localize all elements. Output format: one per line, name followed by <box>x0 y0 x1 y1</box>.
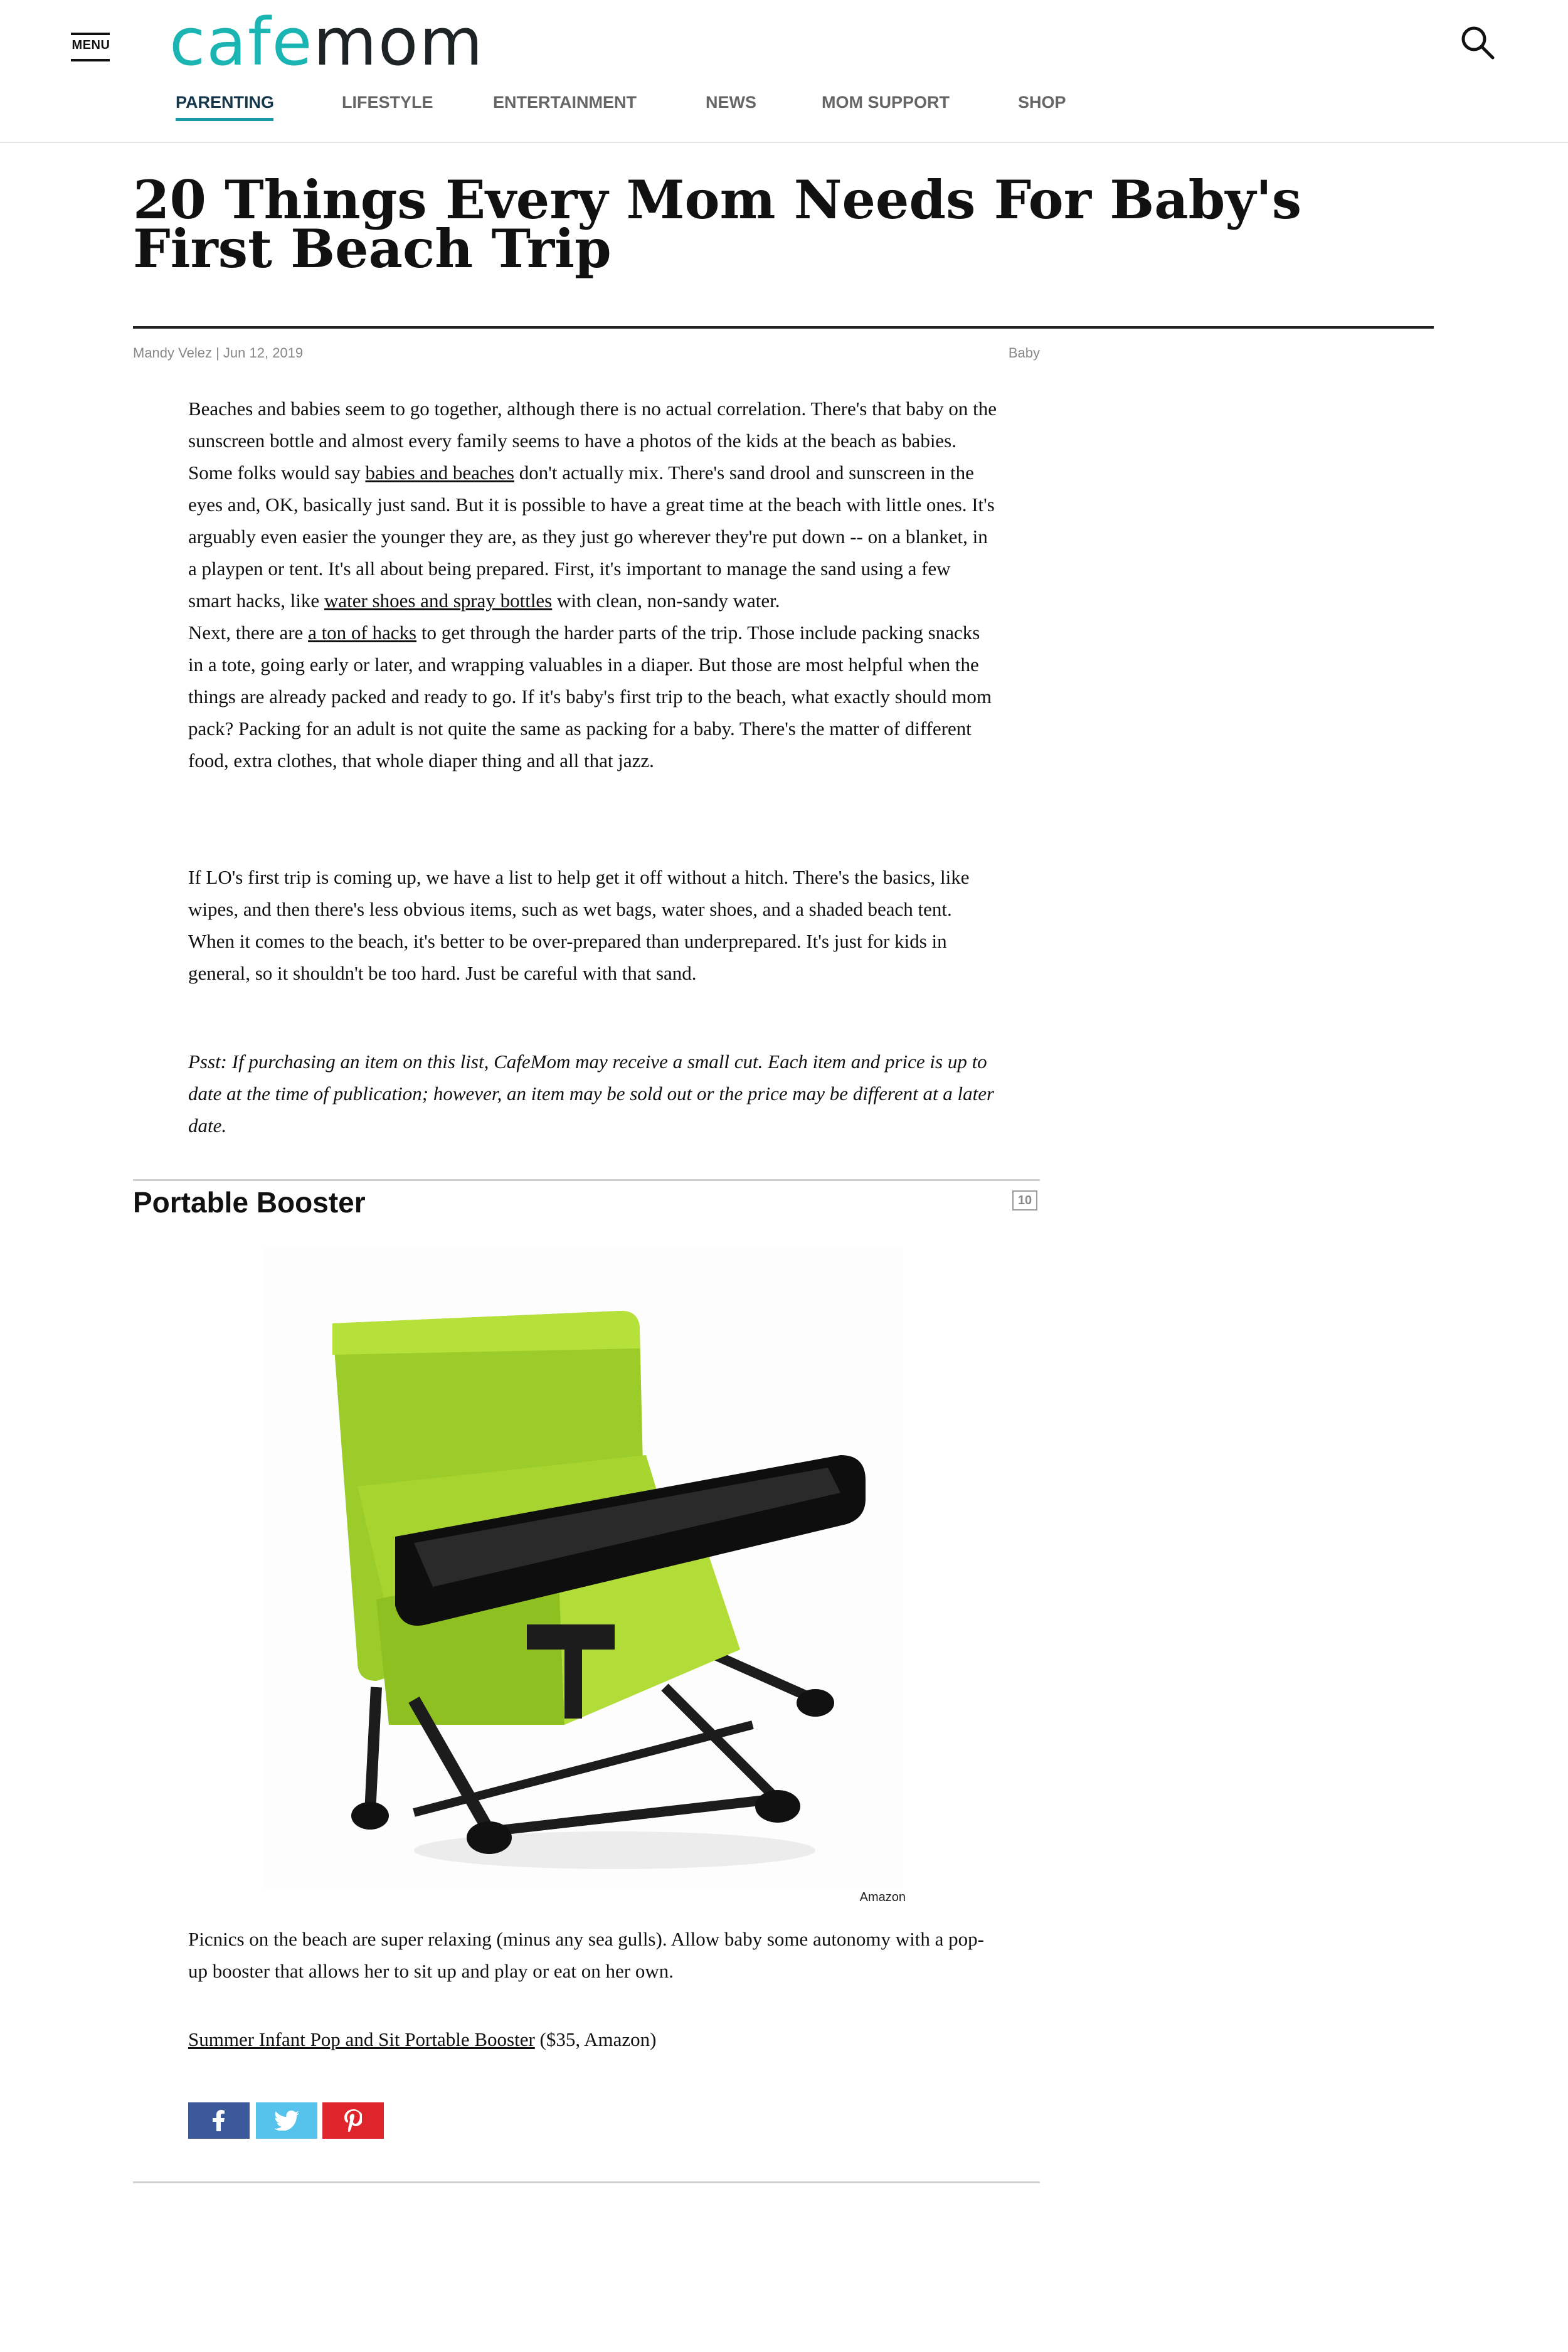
intro-text: don't actually mix. There's sand drool and sunscreen in the eyes and, OK, basically just sand. But it is possible to have a great time at the beach with little ones. It's arguably even easier the younger they are, as they just go wherever they're put down -- on a blanket, in a playpen or tent. It's all about being prepared. First, it's important to manage the sand using a few smart hacks, like <box>188 462 995 612</box>
link-water-shoes-spray-bottles[interactable]: water shoes and spray bottles <box>324 590 553 612</box>
logo-cafe: cafe <box>169 4 314 80</box>
image-credit: Amazon <box>859 1890 906 1904</box>
item-top-divider <box>133 1179 1040 1181</box>
category-tag[interactable]: Baby <box>1008 345 1040 361</box>
publish-date: Jun 12, 2019 <box>223 345 304 361</box>
menu-bottom-line <box>71 59 110 61</box>
intro-text: with clean, non-sandy water. <box>552 590 780 612</box>
nav-lifestyle[interactable]: LIFESTYLE <box>342 93 433 112</box>
search-icon <box>1460 25 1495 60</box>
search-button[interactable] <box>1460 25 1495 60</box>
byline: Mandy Velez | Jun 12, 2019 <box>133 345 304 361</box>
item-heading: Portable Booster <box>133 1186 366 1219</box>
intro-text: to get through the harder parts of the trip. Those include packing snacks in a tote, going early or later, and wrapping valuables in a diaper. But those are most helpful when the things are already packed and ready to go. If it's baby's first trip to the beach, what exactly should mom pack? Packing for an adult is not quite the same as packing for a baby. There's the matter of different food, extra clothes, that whole diaper thing and all that jazz. <box>188 622 992 771</box>
facebook-icon <box>213 2110 225 2131</box>
facebook-share-button[interactable] <box>188 2102 250 2139</box>
intro-text: Next, there are <box>188 622 309 644</box>
twitter-share-button[interactable] <box>256 2102 317 2139</box>
nav-entertainment[interactable]: ENTERTAINMENT <box>493 93 637 112</box>
item-number-badge: 10 <box>1012 1190 1037 1210</box>
link-ton-of-hacks[interactable]: a ton of hacks <box>308 622 417 644</box>
author-name[interactable]: Mandy Velez <box>133 345 212 361</box>
disclosure-note: Psst: If purchasing an item on this list, CafeMom may receive a small cut. Each item and price is up to date at the time of publication; however, an item may be sold out or the price may be different at a later date. <box>188 1051 995 1136</box>
intro-text: Beaches and babies seem to go together, although there is no actual correlation. There's that baby on the sunscreen bottle and almost every family seems to have a photos of the kids at the beach as babies. Some folks would say <box>188 398 997 484</box>
logo-mom: mom <box>313 4 484 80</box>
header-divider <box>0 142 1568 143</box>
intro-paragraph-1 <box>188 393 997 776</box>
product-image <box>263 1248 903 1888</box>
nav-shop[interactable]: SHOP <box>1018 93 1066 112</box>
item-description: Picnics on the beach are super relaxing (minus any sea gulls). Allow baby some autonomy with a pop-up booster that allows her to sit up and play or eat on her own. <box>188 1928 984 1982</box>
article-title: 20 Things Every Mom Needs For Baby's First Beach Trip <box>133 169 1302 280</box>
menu-button[interactable] <box>71 33 111 61</box>
nav-mom-support[interactable]: MOM SUPPORT <box>822 93 950 112</box>
link-babies-and-beaches[interactable]: babies and beaches <box>365 462 514 484</box>
nav-parenting[interactable]: PARENTING <box>176 93 275 112</box>
twitter-icon <box>274 2111 299 2131</box>
title-divider <box>133 326 1434 329</box>
nav-news[interactable]: NEWS <box>706 93 756 112</box>
product-link[interactable]: Summer Infant Pop and Sit Portable Booster <box>188 2028 535 2050</box>
booster-seat-illustration <box>263 1248 903 1888</box>
menu-label: MENU <box>72 38 110 52</box>
item-bottom-divider <box>133 2181 1040 2183</box>
pinterest-icon <box>344 2109 362 2132</box>
nav-active-underline <box>176 118 273 121</box>
pinterest-share-button[interactable] <box>322 2102 384 2139</box>
product-price: ($35, Amazon) <box>534 2028 657 2050</box>
menu-top-line <box>71 33 110 35</box>
intro-paragraph-2: If LO's first trip is coming up, we have a list to help get it off without a hitch. There's the basics, like wipes, and then there's less obvious items, such as wet bags, water shoes, and a shaded beach tent. When it comes to the beach, it's better to be over-prepared than underprepared. It's just for kids in general, so it shouldn't be too hard. Just be careful with that sand. <box>188 866 970 984</box>
product-line <box>188 2023 997 2055</box>
site-logo[interactable] <box>169 6 484 78</box>
